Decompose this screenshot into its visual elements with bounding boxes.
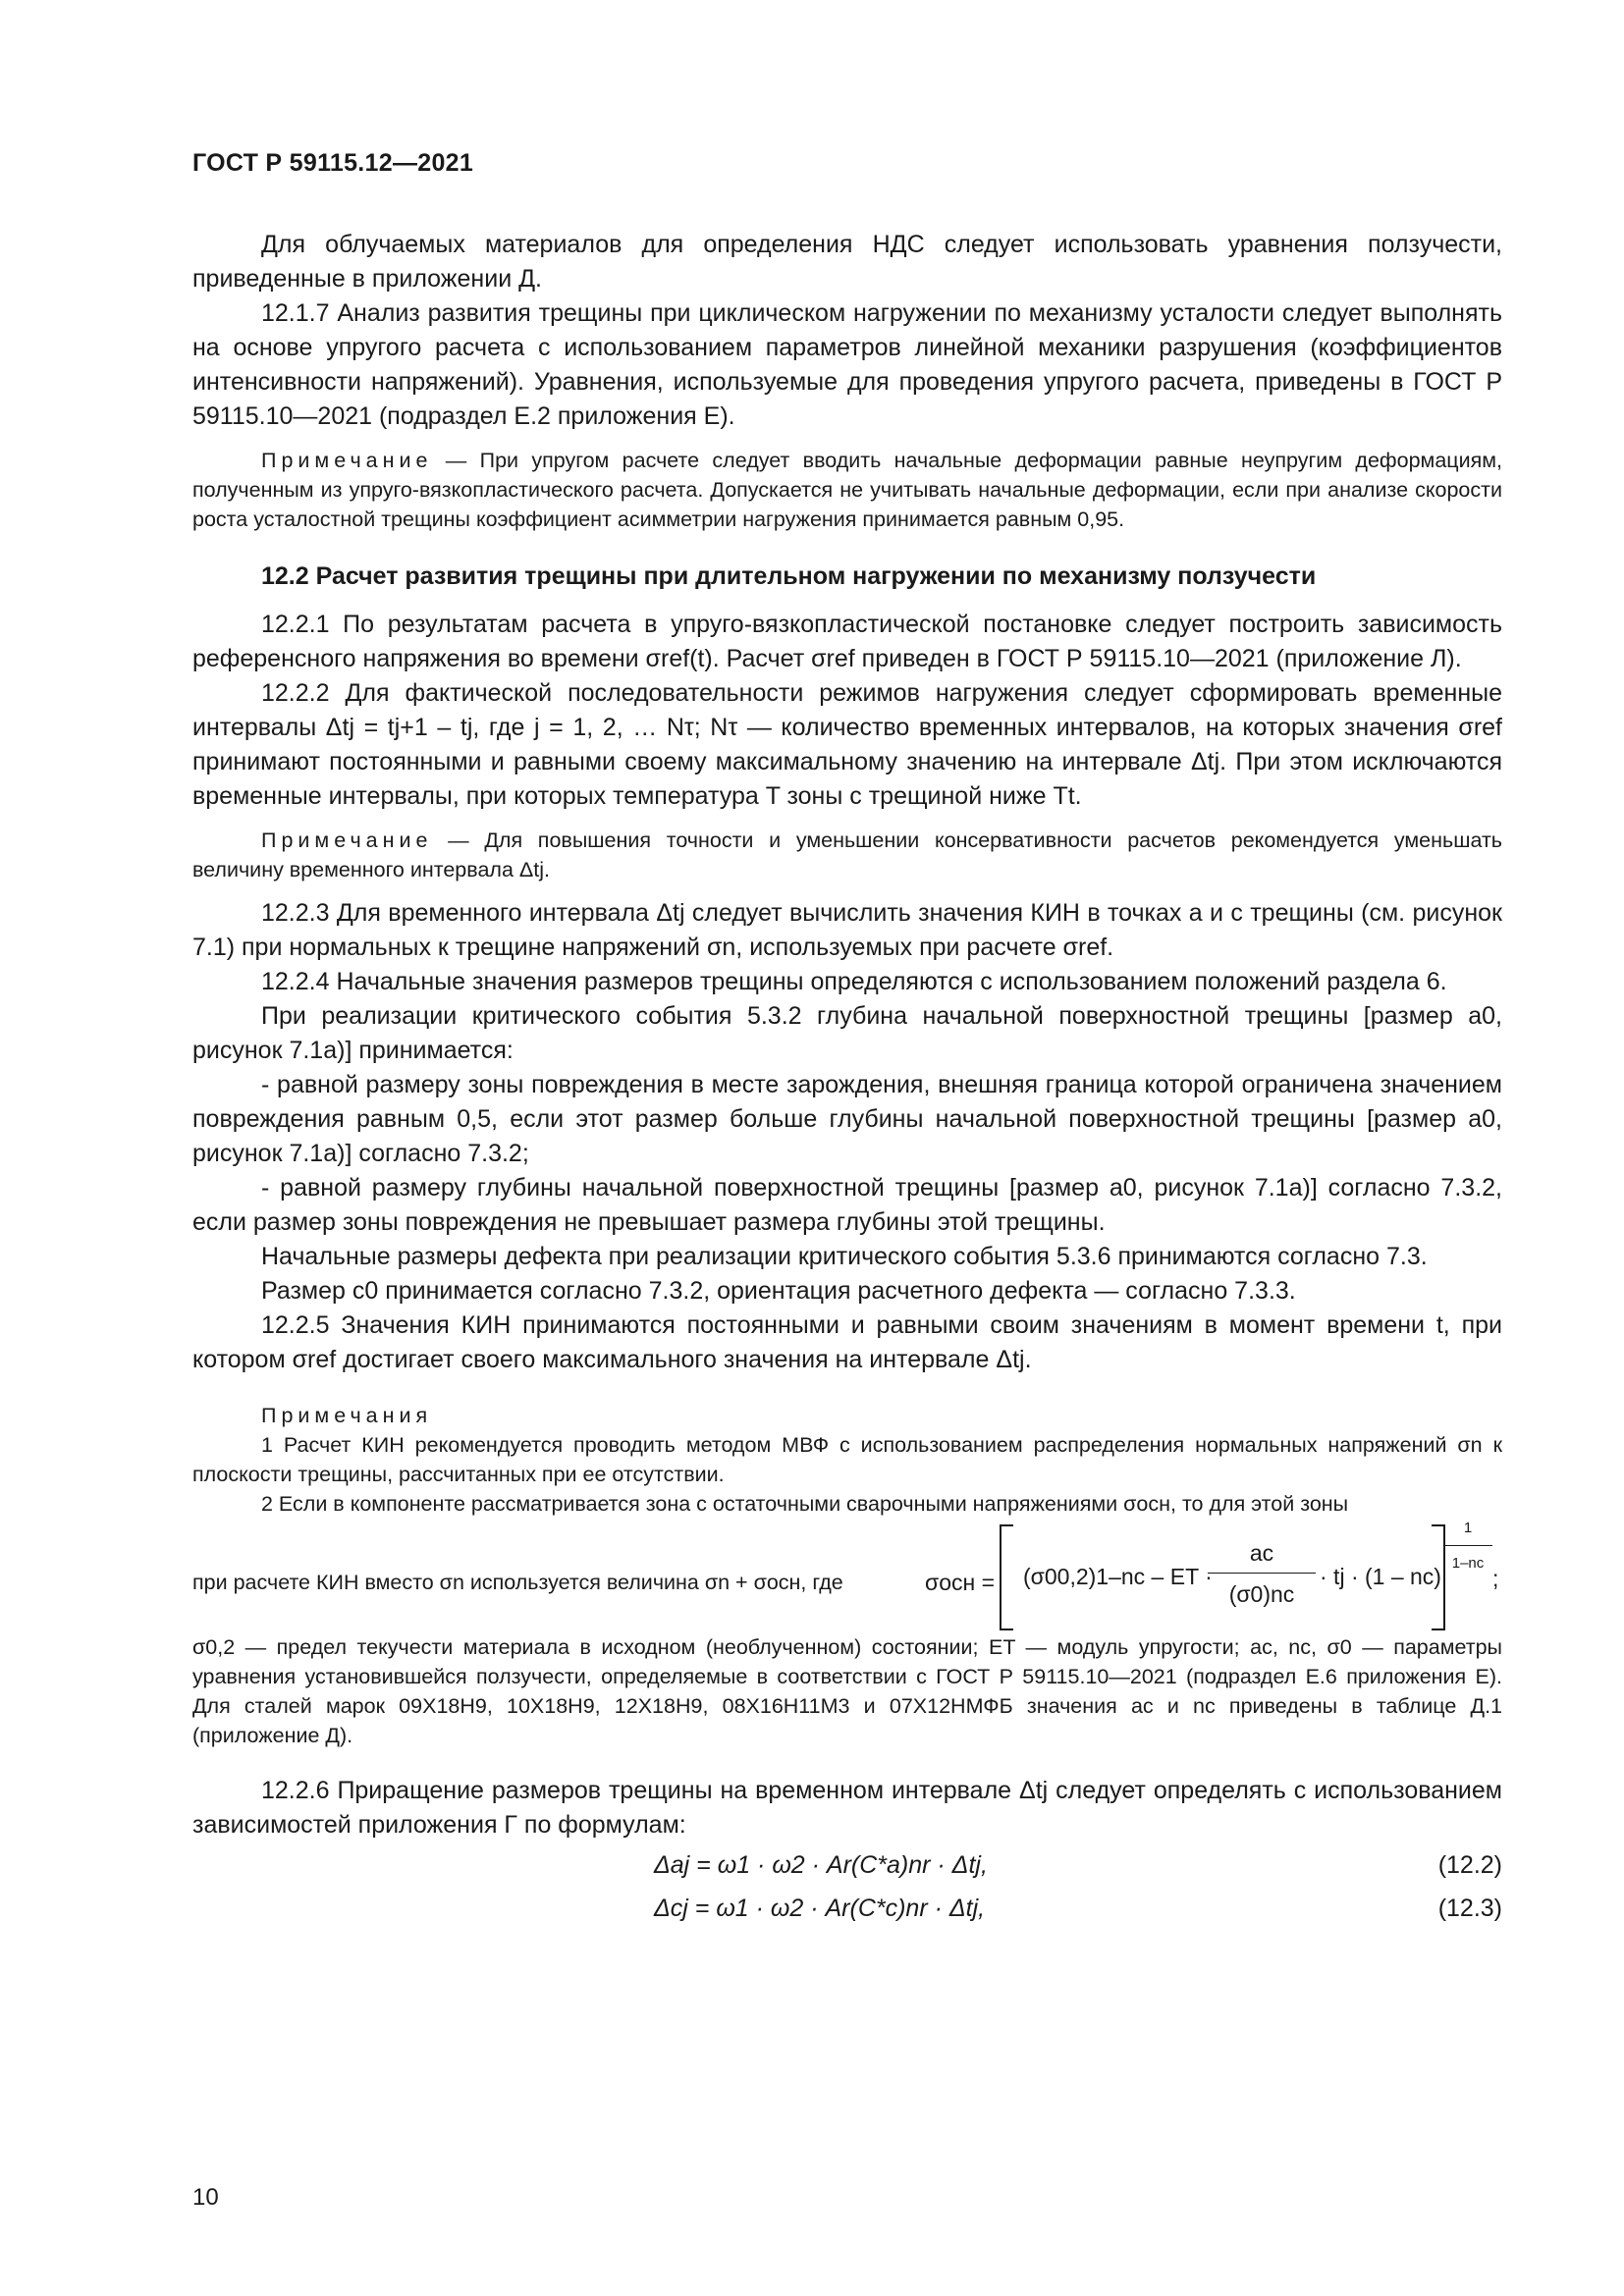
notes-title: Примечания bbox=[261, 1404, 433, 1427]
paragraph-critical-event: При реализации критического события 5.3.2 глубина начальной поверхностной трещины [размер a0, рисунок 7.1а)] принимается: bbox=[192, 1002, 1502, 1064]
paragraph-12-2-2: 12.2.2 Для фактической последовательности режимов нагружения следует сформировать временные интервалы Δtj = tj+1 – tj, где j = 1, 2, … Nτ; Nτ — количество временных интервалов, на которых значения σref принимают постоянными и равными своему максимальному значению на интервале Δtj. При этом исключаются временные интервалы, при которых температура T зоны с трещиной ниже Tt. bbox=[192, 679, 1502, 810]
note-text: — Для повышения точности и уменьшении консервативности расчетов рекомендуется уменьшать величину временного интервала Δtj. bbox=[192, 828, 1502, 881]
paragraph-initial-defect: Начальные размеры дефекта при реализации критического события 5.3.6 принимаются согласно 7.3. bbox=[261, 1243, 1428, 1270]
paragraph-12-2-3: 12.2.3 Для временного интервала Δtj следует вычислить значения КИН в точках a и c трещины (см. рисунок 7.1) при нормальных к трещине напряжений σn, используемых при расчете σref. bbox=[192, 899, 1502, 961]
list-item-damage-zone: - равной размеру зоны повреждения в месте зарождения, внешняя граница которой ограничена значением повреждения равным 0,5, если этот размер больше глубины начальной поверхностной трещины [размер a0, рисунок 7.1а)] согласно 7.3.2; bbox=[192, 1071, 1502, 1167]
equation-expression: Δaj = ω1 · ω2 · Ar(C*a)nr · Δtj, bbox=[654, 1851, 988, 1879]
paragraph-parameter-definitions: σ0,2 — предел текучести материала в исходном (необлученном) состоянии; ET — модуль упругости; ac, nc, σ0 — параметры уравнения установившейся ползучести, определяемые в соответствии с ГОСТ Р 59115.10—2021 (подраздел Е.6 приложения Е). Для сталей марок 09Х18Н9, 10Х18Н9, 12Х18Н9, 08Х16Н11М3 и 07Х12НМФБ значения ac и nc приведены в таблице Д.1 (приложение Д). bbox=[192, 1635, 1502, 1747]
paragraph-12-2-1: 12.2.1 По результатам расчета в упруго-вязкопластической постановке следует построить зависимость референсного напряжения во времени σref(t). Расчет σref приведен в ГОСТ Р 59115.10—2021 (приложение Л). bbox=[192, 611, 1502, 672]
equation-number: (12.2) bbox=[1437, 1851, 1502, 1879]
note-label: Примечание bbox=[261, 449, 433, 472]
formula-terminator: ; bbox=[1492, 1566, 1499, 1591]
formula-label: σосн = bbox=[925, 1570, 996, 1595]
left-bracket bbox=[1000, 1524, 1013, 1630]
equation-number: (12.3) bbox=[1437, 1895, 1502, 1922]
fraction-denominator: (σ0)nc bbox=[1228, 1581, 1295, 1607]
paragraph-12-1-7: 12.1.7 Анализ развития трещины при циклическом нагружении по механизму усталости следует выполнять на основе упругого расчета с использованием параметров линейной механики разрушения (коэффициентов интенсивности напряжений). Уравнения, используемые для проведения упругого расчета, приведены в ГОСТ Р 59115.10—2021 (подраздел Е.2 приложения Е). bbox=[192, 299, 1502, 430]
exponent-numerator: 1 bbox=[1443, 1511, 1492, 1546]
document-code-header: ГОСТ Р 59115.12—2021 bbox=[192, 149, 474, 177]
note-elastic-calculation bbox=[192, 446, 1502, 534]
page-number: 10 bbox=[192, 2184, 219, 2211]
note-text: — При упругом расчете следует вводить начальные деформации равные неупругим деформациям, полученным из упруго-вязкопластического расчета. Допускается не учитывать начальные деформации, если при анализе скорости роста усталостной трещины коэффициент асимметрии нагружения принимается равным 0,95. bbox=[192, 449, 1502, 531]
paragraph-12-2-5: 12.2.5 Значения КИН принимаются постоянными и равными своим значениям в момент времени t, при котором σref достигает своего максимального значения на интервале Δtj. bbox=[192, 1311, 1502, 1373]
note-item-1: 1 Расчет КИН рекомендуется проводить методом МВФ с использованием распределения нормальных напряжений σn к плоскости трещины, рассчитанных при ее отсутствии. bbox=[192, 1433, 1502, 1486]
residual-stress-formula bbox=[925, 1522, 1502, 1632]
formula-tail-expression: · tj · (1 – nc) bbox=[1320, 1564, 1441, 1589]
list-item-crack-depth: - равной размеру глубины начальной поверхностной трещины [размер a0, рисунок 7.1а)] согласно 7.3.2, если размер зоны повреждения не превышает размера глубины этой трещины. bbox=[192, 1174, 1502, 1236]
section-heading-12-2: 12.2 Расчет развития трещины при длительном нагружении по механизму ползучести bbox=[261, 562, 1317, 590]
paragraph-12-2-6: 12.2.6 Приращение размеров трещины на временном интервале Δtj следует определять с использованием зависимостей приложения Г по формулам: bbox=[192, 1777, 1502, 1839]
fraction-numerator: ac bbox=[1208, 1536, 1316, 1574]
equation-12-2 bbox=[192, 1848, 1502, 1886]
note-label: Примечание bbox=[261, 828, 433, 852]
paragraph-12-2-4: 12.2.4 Начальные значения размеров трещины определяются с использованием положений раздела 6. bbox=[261, 968, 1447, 995]
document-body bbox=[192, 228, 1502, 1929]
formula-fraction bbox=[1208, 1536, 1316, 1612]
paragraph-irradiated-materials: Для облучаемых материалов для определения НДС следует использовать уравнения ползучести, приведенные в приложении Д. bbox=[192, 231, 1502, 293]
equation-12-3 bbox=[192, 1892, 1502, 1929]
formula-lead-text: при расчете КИН вместо σn используется величина σn + σосн, где bbox=[192, 1571, 843, 1594]
paragraph-size-c0: Размер c0 принимается согласно 7.3.2, ориентация расчетного дефекта — согласно 7.3.3. bbox=[261, 1277, 1296, 1305]
note-item-2: 2 Если в компоненте рассматривается зона с остаточными сварочными напряжениями σосн, то для этой зоны bbox=[261, 1492, 1349, 1516]
formula-inner-expression: (σ00,2)1–nc – ET · bbox=[1023, 1564, 1213, 1589]
equation-expression: Δcj = ω1 · ω2 · Ar(C*c)nr · Δtj, bbox=[654, 1895, 986, 1922]
residual-stress-formula-line bbox=[192, 1522, 1502, 1632]
exponent-denominator: 1–nc bbox=[1451, 1555, 1485, 1572]
formula-exponent bbox=[1443, 1511, 1492, 1580]
note-time-interval bbox=[192, 826, 1502, 884]
